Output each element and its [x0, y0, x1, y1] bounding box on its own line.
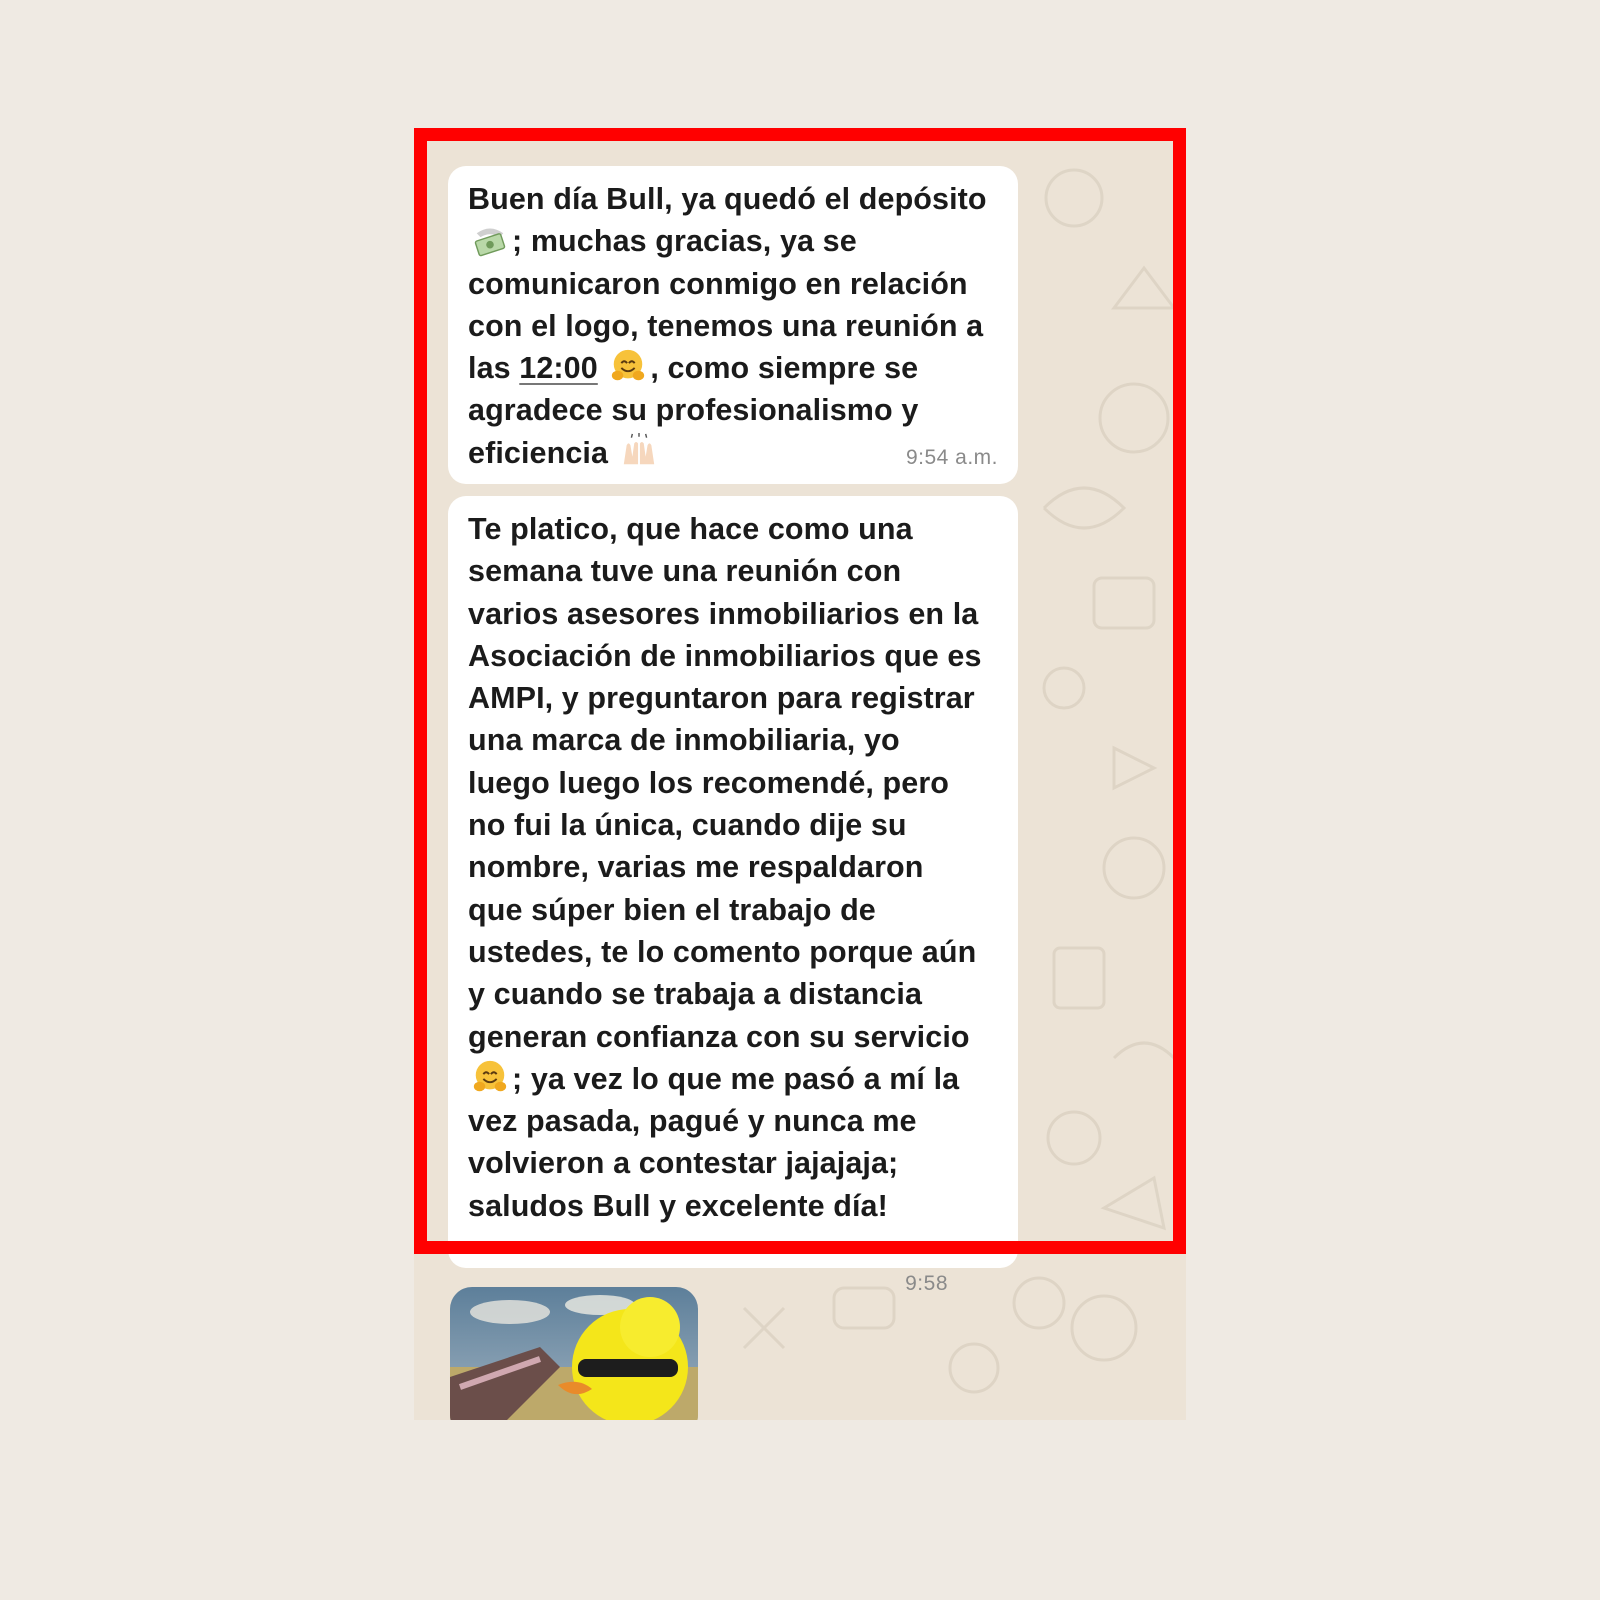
message-line: AMPI, y preguntaron para registrar [468, 681, 975, 716]
message-line: y cuando se trabaja a distancia [468, 977, 923, 1012]
message-bubble[interactable] [448, 496, 1018, 1295]
chat-conversation [414, 128, 1186, 1420]
message-bubble[interactable] [448, 166, 1018, 484]
message-line: generan confianza con su servicio [468, 1019, 970, 1054]
message-line: Asociación de inmobiliarios que es [468, 638, 982, 673]
message-text: ; ya vez lo que me pasó a mí la [512, 1061, 960, 1096]
message-line: nombre, varias me respaldaron [468, 850, 924, 885]
message-text: , como siempre se [650, 351, 919, 386]
message-line: saludos Bull y excelente día! [468, 1188, 888, 1223]
message-line: luego luego los recomendé, pero [468, 765, 950, 800]
message-line: agradece su profesionalismo y [468, 393, 919, 428]
message-line [468, 1058, 1000, 1100]
message-line: ustedes, te lo comento porque aún [468, 934, 977, 969]
message-line: Te platico, que hace como una [468, 512, 913, 546]
message-line: una marca de inmobiliaria, yo [468, 723, 900, 758]
message-line: vez pasada, pagué y nunca me [468, 1104, 917, 1139]
money-with-wings-icon [471, 220, 509, 258]
message-text: las [468, 351, 520, 386]
message-line [468, 220, 1000, 262]
raising-hands-icon [620, 432, 658, 470]
hugging-face-icon [609, 347, 647, 385]
message-text: ; muchas gracias, ya se [512, 224, 857, 259]
message-line: semana tuve una reunión con [468, 554, 902, 589]
message-text: eficiencia [468, 435, 609, 470]
message-line [468, 347, 1000, 389]
message-line: con el logo, tenemos una reunión a [468, 308, 984, 343]
message-line: volvieron a contestar jajajaja; [468, 1146, 899, 1181]
message-line: comunicaron conmigo en relación [468, 266, 968, 301]
message-line: no fui la única, cuando dije su [468, 808, 907, 843]
message-line: Buen día Bull, ya quedó el depósito [468, 182, 987, 216]
hugging-face-icon [471, 1058, 509, 1096]
message-timestamp: 9:58 [905, 1272, 948, 1295]
sticker-illustration [450, 1287, 698, 1420]
message-timestamp: 9:54 a.m. [905, 446, 998, 469]
duck-sticker-image[interactable] [450, 1287, 698, 1420]
message-line: que súper bien el trabajo de [468, 892, 876, 927]
message-line: varios asesores inmobiliarios en la [468, 596, 979, 631]
time-link[interactable]: 12:00 [519, 351, 598, 386]
